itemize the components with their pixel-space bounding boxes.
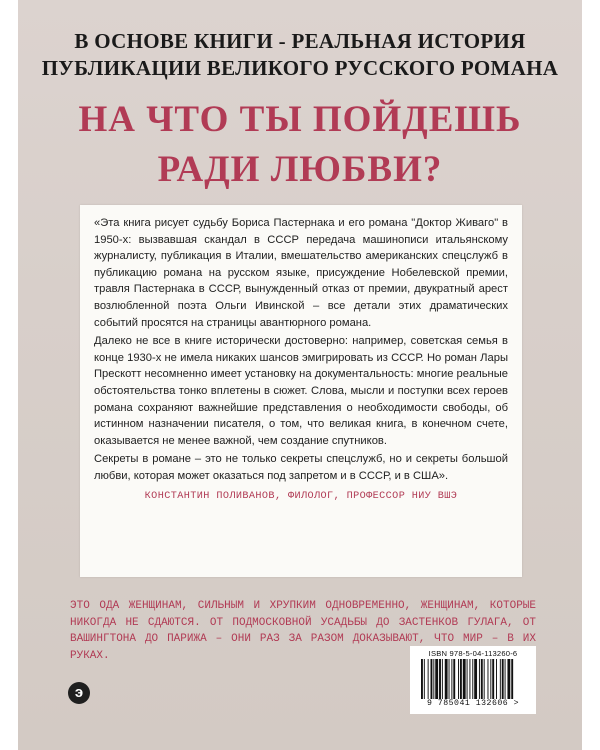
barcode-bar — [490, 659, 491, 699]
headline-line-2: РАДИ ЛЮБВИ? — [157, 149, 443, 190]
blurb-paragraph-1: «Эта книга рисует судьбу Бориса Пастернака и его романа "Доктор Живаго" в 1950-х: вызвавшая скандал в СССР передача машинописи итальянскому журналисту, публикация в Италии, вмешательство американских спецслужб в публикацию романа на русском языке, присуждение Нобелевской премии, травля Пастернака в СССР, вынужденный отказ от премии, двукратный арест возлюбленной поэта Ольги Ивинской – все детали этих драматических событий просятся на страницы авантюрного романа. — [94, 217, 508, 329]
barcode-bar — [433, 659, 434, 699]
barcode-bar — [502, 659, 504, 699]
barcode-block — [410, 646, 536, 714]
barcode-bar — [484, 659, 485, 699]
barcode-bar — [481, 659, 483, 699]
barcode-bar — [428, 659, 429, 699]
barcode-bar — [435, 659, 438, 699]
barcode-bar — [479, 659, 480, 699]
barcode-bar — [472, 659, 473, 699]
barcode-bar — [488, 659, 489, 699]
barcode-bar — [511, 659, 513, 699]
barcode-bar — [421, 659, 423, 699]
barcode-bar — [463, 659, 466, 699]
barcode-bar — [442, 659, 443, 699]
barcode-bar — [460, 659, 462, 699]
barcode-bar — [445, 659, 448, 699]
barcode-bar — [439, 659, 441, 699]
tagline — [18, 28, 582, 82]
ean-digits: 9 785041 132606 > — [426, 699, 520, 708]
publisher-logo — [68, 682, 90, 704]
barcode-icon — [417, 659, 529, 699]
review-blurb — [80, 205, 522, 577]
tagline-line-1: В ОСНОВЕ КНИГИ - РЕАЛЬНАЯ ИСТОРИЯ — [74, 29, 526, 53]
publisher-logo-letter: э — [74, 683, 84, 701]
barcode-bar — [507, 659, 510, 699]
blurb-paragraph-2: Далеко не все в книге исторически достоверно: например, советская семья в конце 1930-х не имела никаких шансов эмигрировать из СССР. Но роман Лары Прескотт несомненно имеет установку на документальность: многие реальные обстоятельства тонко вплетены в сюжет. Слова, мысли и поступки всех героев романа сохраняют важнейшие представления о необходимости свободы, об истинном назначении писателя, о том, что великая книга, в конечном счете, оказывается не менее важной, чем создание спутников. — [94, 335, 508, 447]
barcode-bar — [496, 659, 497, 699]
cover-area — [18, 0, 582, 750]
isbn-label: ISBN 978-5-04-113260-6 — [428, 649, 518, 658]
right-margin — [582, 0, 600, 750]
barcode-bar — [453, 659, 455, 699]
barcode-bar — [474, 659, 477, 699]
barcode-bar — [424, 659, 425, 699]
blurb-attribution: КОНСТАНТИН ПОЛИВАНОВ, ФИЛОЛОГ, ПРОФЕССОР НИУ ВШЭ — [144, 490, 458, 502]
barcode-bar — [451, 659, 452, 699]
blurb-paragraph-3: Секреты в романе – это не только секреты спецслужб, но и секреты большой любви, которая может оказаться под запретом и в СССР, и в США». — [94, 453, 508, 482]
barcode-bar — [449, 659, 450, 699]
barcode-bar — [458, 659, 459, 699]
barcode-bar — [431, 659, 433, 699]
ode-text: ЭТО ОДА ЖЕНЩИНАМ, СИЛЬНЫМ И ХРУПКИМ ОДНОВРЕМЕННО, ЖЕНЩИНАМ, КОТОРЫЕ НИКОГДА НЕ СДАЮТСЯ. ОТ ПОДМОСКОВНОЙ УСАДЬБЫ ДО ЗАСТЕНКОВ ГУЛАГА, ОТ ВАШИНГТОНА ДО ПАРИЖА – ОНИ РАЗ ЗА РАЗОМ ДОКАЗЫВАЮТ, ЧТО МИР – В ИХ РУКАХ. — [70, 600, 536, 662]
barcode-bar — [469, 659, 470, 699]
barcode-bar — [500, 659, 501, 699]
left-margin — [0, 0, 18, 750]
headline — [18, 95, 582, 195]
barcode-bar — [467, 659, 468, 699]
tagline-line-2: ПУБЛИКАЦИИ ВЕЛИКОГО РУССКОГО РОМАНА — [41, 56, 559, 80]
barcode-bar — [505, 659, 506, 699]
barcode-bar — [492, 659, 494, 699]
headline-line-1: НА ЧТО ТЫ ПОЙДЕШЬ — [78, 99, 522, 140]
